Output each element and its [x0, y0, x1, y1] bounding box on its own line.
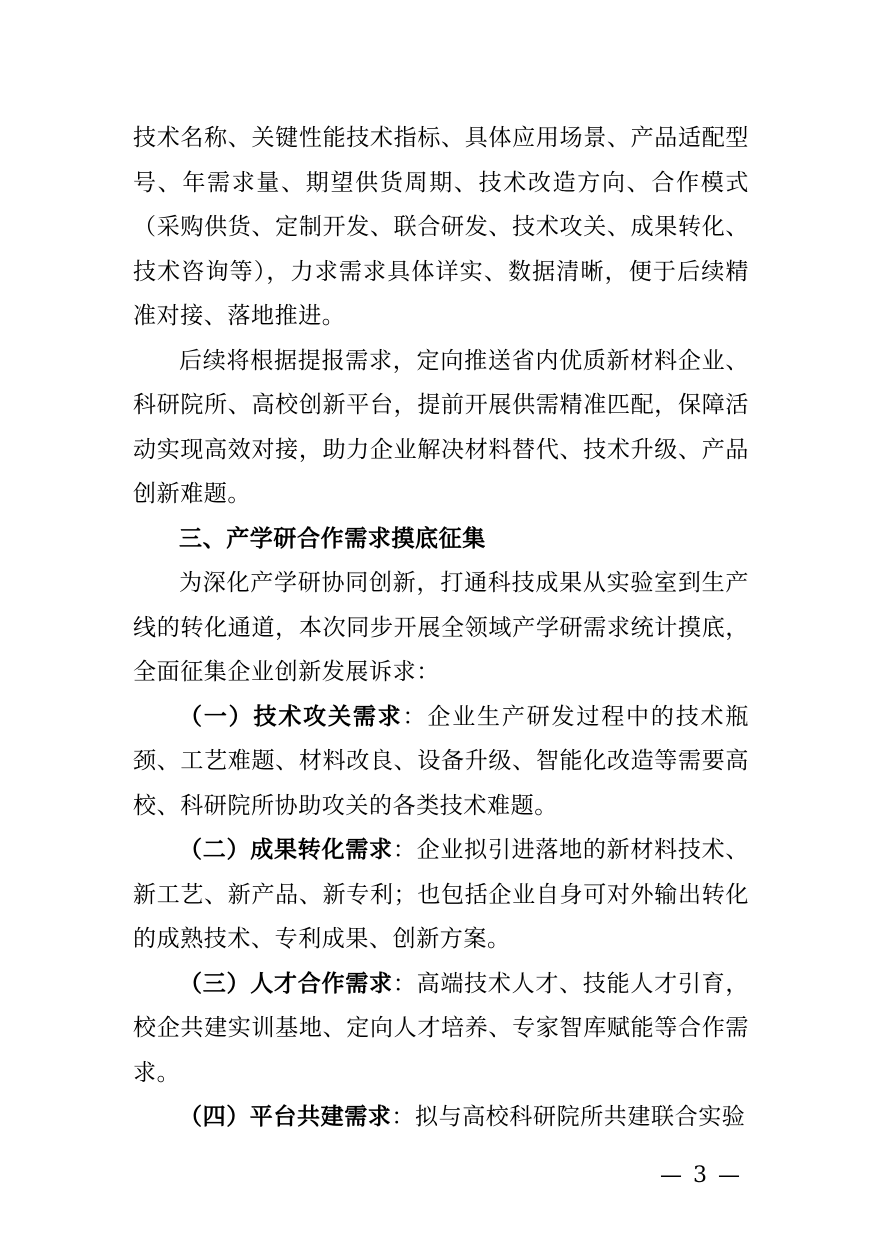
list-item-talent — [133, 962, 749, 1096]
list-item-technical — [133, 695, 749, 829]
list-item-label: （一）技术攻关需求 — [179, 702, 403, 730]
list-item-transformation — [133, 828, 749, 962]
list-item-text: ：拟与高校科研院所共建联合实验 — [391, 1104, 746, 1130]
page-number: — 3 — — [660, 1163, 742, 1188]
paragraph-intro: 为深化产学研协同创新，打通科技成果从实验室到生产线的转化通道，本次同步开展全领域产学研需求统计摸底，全面征集企业创新发展诉求： — [133, 570, 749, 685]
list-item-text: ：高端技术人才、技能人才引育，校企共建实训基地、定向人才培养、专家智库赋能等合作需求。 — [133, 970, 749, 1086]
list-item-label: （二）成果转化需求 — [179, 836, 393, 863]
section-heading-3: 三、产学研合作需求摸底征集 — [179, 525, 486, 552]
list-item-platform — [133, 1095, 749, 1140]
list-item-text: ：企业拟引进落地的新材料技术、新工艺、新产品、新专利；也包括企业自身可对外输出转化的成熟技术、专利成果、创新方案。 — [133, 837, 749, 952]
paragraph-continuation: 技术名称、关键性能技术指标、具体应用场景、产品适配型号、年需求量、期望供货周期、技术改造方向、合作模式（采购供货、定制开发、联合研发、技术攻关、成果转化、技术咨询等），力求需求具体详实、数据清晰，便于后续精准对接、落地推进。 — [133, 125, 749, 329]
list-item-text: ：企业生产研发过程中的技术瓶颈、工艺难题、材料改良、设备升级、智能化改造等需要高校、科研院所协助攻关的各类技术难题。 — [133, 703, 749, 819]
body-text — [133, 116, 749, 1140]
paragraph-follow-up: 后续将根据提报需求，定向推送省内优质新材料企业、科研院所、高校创新平台，提前开展供需精准匹配，保障活动实现高效对接，助力企业解决材料替代、技术升级、产品创新难题。 — [133, 347, 749, 507]
list-item-label: （三）人才合作需求 — [179, 969, 393, 997]
list-item-label: （四）平台共建需求 — [179, 1103, 392, 1130]
